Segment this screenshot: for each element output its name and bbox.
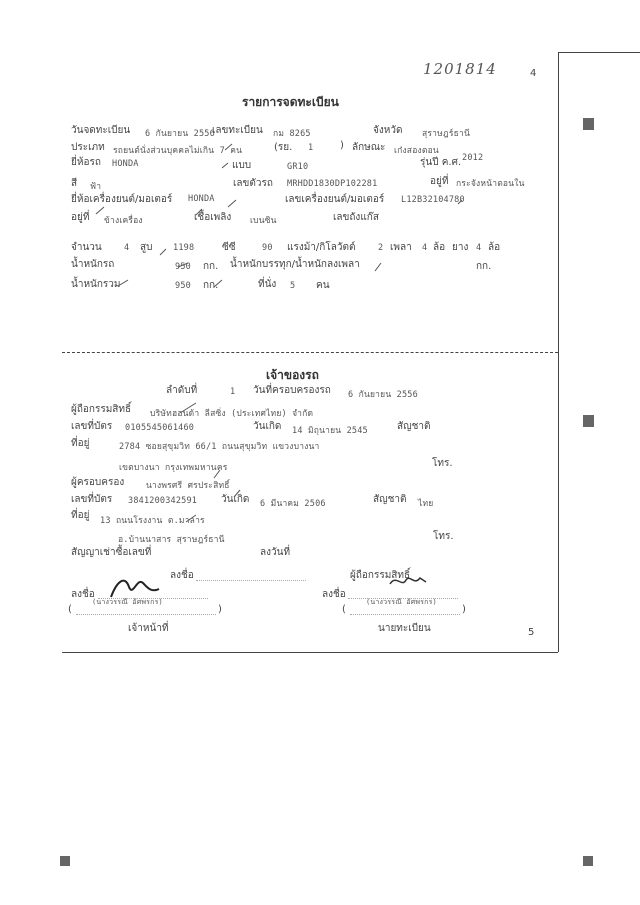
id-label: เลขที่บัตร [71,421,113,432]
color-value: ฟ้า [90,182,102,192]
contract-date-label: ลงวันที่ [260,547,291,558]
kg2-label: กก. [476,261,492,272]
model-value: GR10 [287,162,309,172]
sign-right-label: ลงชื่อ [322,589,346,600]
left-paren-close: ) [218,604,222,615]
fuel-label: เชื้อเพลิง [194,212,232,223]
fuel-value: เบนซิน [250,216,277,226]
rt-label: (รย. [274,142,293,153]
brand-value: HONDA [112,159,139,169]
total-weight-value: 950 [175,281,191,291]
birth2-label: วันเกิด [221,494,250,505]
province-value: สุราษฎร์ธานี [422,129,470,139]
weight-label: น้ำหนักรถ [71,259,115,270]
seq-label: ลำดับที่ [166,385,198,396]
address-line2: เขตบางนา กรุงเทพมหานคร [119,463,228,473]
plate-label: เลขทะเบียน [212,125,263,136]
address2-line2: อ.บ้านนาสาร สุราษฎร์ธานี [118,535,225,545]
location-label: อยู่ที่ [430,176,449,187]
contract-label: สัญญาเช่าซื้อเลขที่ [71,547,152,558]
model-year-label: รุ่นปี ค.ศ. [420,157,462,168]
engine-no-value: L12B32104780 [401,195,465,205]
seats-value: 5 [290,281,296,291]
tel-label: โทร. [432,458,453,469]
kg1-label: กก. [203,261,219,272]
right-paren-close: ) [462,604,466,615]
possessor-label: ผู้ครอบครอง [71,477,125,488]
engine-brand-label: ยี่ห้อเครื่องยนต์/มอเตอร์ [71,194,173,205]
count-value: 4 [124,243,130,253]
count-label: จำนวน [71,242,102,253]
model-label: แบบ [232,160,252,171]
possession-date-value: 6 กันยายน 2556 [348,390,418,400]
tel2-label: โทร. [433,531,454,542]
sign-owner-label: ลงชื่อ [71,589,95,600]
gas-tank-label: เลขถังแก๊ส [333,212,379,223]
weight-value: 950 [175,262,191,272]
possession-date-label: วันที่ครอบครองรถ [253,385,331,396]
owner-value: บริษัทฮอนด้า ลีสซิ่ง (ประเทศไทย) จำกัด [150,409,314,419]
owner-title: เจ้าของรถ [266,368,319,382]
load-label: น้ำหนักบรรทุก/น้ำหนักลงเพลา [230,259,360,270]
id2-label: เลขที่บัตร [71,494,113,505]
color-label: สี [71,178,78,189]
brand-label: ยี่ห้อรถ [71,157,101,168]
left-name: (นางวรรณี อัศพรกร) [92,598,163,606]
kg3-label: กก. [203,280,219,291]
tires-suffix: ล้อ [488,242,501,253]
owner-sig-caption: ผู้ถือกรรมสิทธิ์ [350,570,411,581]
page-marker-bottom: 5 [528,627,535,638]
document-number: 1201814 [423,60,497,78]
rt-value: 1 [308,143,314,153]
chassis-value: MRHDD1830DP102281 [287,179,378,189]
rt-close: ) [340,140,344,151]
province-label: จังหวัด [373,125,403,136]
reg-date-value: 6 กันยายน 2556 [145,129,215,139]
location-value: กระจังหน้าตอนใน [456,179,525,189]
nationality2-label: สัญชาติ [373,494,407,505]
cc-value: 1198 [173,243,195,253]
axles-value: 2 [378,243,384,253]
address2-label: ที่อยู่ [71,510,90,521]
nationality2-value: ไทย [418,499,434,509]
page-marker-top: 4 [530,68,537,79]
type-label: ประเภท [71,142,105,153]
address-label: ที่อยู่ [71,438,90,449]
character-label: ลักษณะ [352,142,386,153]
registration-title: รายการจดทะเบียน [242,95,339,109]
address2-line1: 13 ถนนโรงงาน ต.มาลาร [100,516,205,526]
engine-loc-label: อยู่ที่ [71,212,90,223]
chassis-label: เลขตัวรถ [233,178,273,189]
wheels-value: 4 [422,243,428,253]
birth2-value: 6 มีนาคม 2506 [260,499,326,509]
model-year-value: 2012 [462,153,484,163]
seq-value: 1 [230,387,236,397]
hp-value: 90 [262,243,273,253]
right-role: นายทะเบียน [378,623,431,634]
id2-value: 3841200342591 [128,496,198,506]
engine-loc-value: ข้างเครื่อง [104,216,143,226]
seats-unit: คน [316,280,330,291]
cylinder-label: สูบ [140,242,153,253]
birth-label: วันเกิด [253,421,282,432]
axles-label: เพลา [390,242,412,253]
birth-value: 14 มิถุนายน 2545 [292,426,368,436]
wheels-label: ล้อ [433,242,446,253]
left-paren-open: ( [68,604,72,615]
right-name: (นางวรรณี อัศพรกร) [366,598,437,606]
owner-label: ผู้ถือกรรมสิทธิ์ [71,404,132,415]
tires-label: ยาง [452,242,469,253]
type-value: รถยนต์นั่งส่วนบุคคลไม่เกิน 7 คน [113,146,243,156]
character-value: เก๋งสองตอน [394,146,439,156]
possessor-value: นางพรศรี ศรประสิทธิ์ [146,481,230,491]
engine-no-label: เลขเครื่องยนต์/มอเตอร์ [285,194,385,205]
reg-date-label: วันจดทะเบียน [71,125,131,136]
tires-value: 4 [476,243,482,253]
engine-brand-value: HONDA [188,194,215,204]
cc-label: ซีซี [222,242,236,253]
seats-label: ที่นั่ง [258,279,277,290]
total-weight-label: น้ำหนักรวม [71,279,121,290]
nationality-label: สัญชาติ [397,421,431,432]
right-paren-open: ( [342,604,346,615]
plate-value: กม 8265 [273,129,311,139]
address-line1: 2784 ซอยสุขุมวิท 66/1 ถนนสุขุมวิท แขวงบางนา [119,442,320,452]
hp-label: แรงม้า/กิโลวัตต์ [287,242,356,253]
sign-left-label: ลงชื่อ [170,570,194,581]
id-value: 0105545061460 [125,423,195,433]
left-role: เจ้าหน้าที่ [128,623,169,634]
